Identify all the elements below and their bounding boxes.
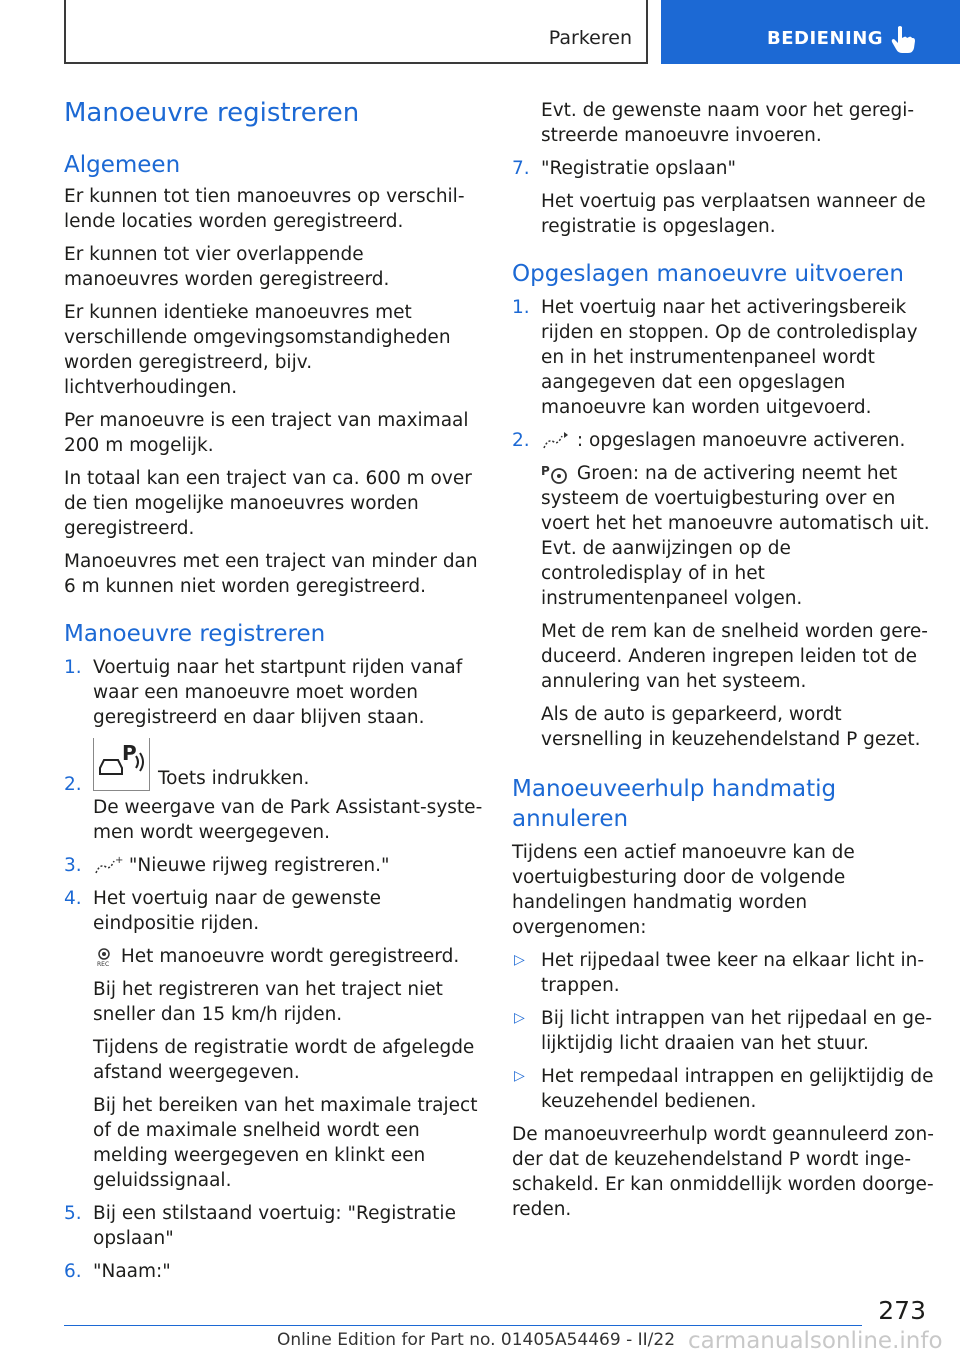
list-item: 6. "Naam:" bbox=[64, 1261, 171, 1282]
list-item: 4. Het voertuig naar de gewenste eindpositie rijden. REC Het manoeuvre wordt geregistreerd. Bij het registreren van het traject niet sneller dan 15 km/h rijden. Tijdens de registratie wordt de afgelegde afstand weergegeven. Bij het bereiken van het maximale traject of de maximale snelheid wordt een melding weergegeven en klinkt een geluidssignaal. bbox=[64, 888, 478, 1191]
list-item: 7. "Registratie opslaan" Het voertuig pas verplaatsen wanneer de registratie is opgeslagen. bbox=[512, 158, 926, 237]
left-column bbox=[64, 98, 484, 1284]
subheading-algemeen: Algemeen bbox=[64, 152, 181, 178]
list-item: 1. Het voertuig naar het activeringsbereik rijden en stoppen. Op de controledisplay en in het instrumentenpaneel wordt aangegeven dat een opgeslagen manoeuvre kan worden uitgevoerd. bbox=[512, 297, 918, 418]
page-number: 273 bbox=[878, 1296, 926, 1325]
paragraph: Per manoeuvre is een traject van maximaal 200 m mogelijk. bbox=[64, 410, 469, 456]
paragraph: Er kunnen identieke manoeuvres met verschillende omgevingsomstandigheden worden geregistreerd, bijv. lichtverhoudingen. bbox=[64, 302, 451, 398]
footer-divider bbox=[64, 1325, 862, 1326]
paragraph: Er kunnen tot tien manoeuvres op verschillende locaties worden geregistreerd. bbox=[64, 186, 465, 232]
list-item: 2. P Toets indrukken. De weergave van de Park Assistant-systemen wordt weergegeven. bbox=[64, 738, 484, 845]
triangle-bullet-icon: ▷ bbox=[514, 952, 525, 968]
park-steering-icon bbox=[541, 463, 571, 485]
subheading-uitvoeren: Opgeslagen manoeuvre uitvoeren bbox=[512, 261, 904, 287]
svg-text:P: P bbox=[541, 464, 550, 478]
list-item: 1. Voertuig naar het startpunt rijden vanaf waar een manoeuvre moet worden geregistreerd en daar blijven staan. bbox=[64, 657, 463, 728]
triangle-bullet-icon: ▷ bbox=[514, 1010, 525, 1026]
svg-text:P: P bbox=[122, 742, 137, 765]
triangle-bullet-icon: ▷ bbox=[514, 1068, 525, 1084]
header-section-title: Parkeren bbox=[548, 27, 632, 49]
paragraph: Manoeuvres met een traject van minder dan 6 m kunnen niet worden geregistreerd. bbox=[64, 551, 478, 597]
header-chapter-label: BEDIENING bbox=[767, 28, 884, 49]
header-chapter-tab[interactable] bbox=[661, 0, 960, 64]
footer-edition: Online Edition for Part no. 01405A54469 - II/22 bbox=[277, 1330, 676, 1350]
section-heading: Manoeuvre registreren bbox=[64, 98, 360, 128]
paragraph: Er kunnen tot vier overlappende manoeuvres worden geregistreerd. bbox=[64, 244, 390, 290]
recording-icon bbox=[93, 946, 115, 968]
hand-pointer-icon bbox=[889, 24, 917, 54]
header-section-box bbox=[64, 0, 648, 64]
bullet-item: ▷ Bij licht intrappen van het rijpedaal en gelijktijdig licht draaien van het stuur. bbox=[514, 1008, 933, 1054]
paragraph: In totaal kan een traject van ca. 600 m over de tien mogelijke manoeuvres worden geregistreerd. bbox=[64, 468, 472, 539]
park-assist-button-icon bbox=[93, 738, 150, 791]
bullet-item: ▷ Het rempedaal intrappen en gelijktijdig de keuzehendel bedienen. bbox=[514, 1066, 934, 1112]
svg-text:+: + bbox=[115, 855, 123, 866]
paragraph: De manoeuvreerhulp wordt geannuleerd zonder dat de keuzehendelstand P wordt ingeschakeld. Er kan onmiddellijk worden doorgereden. bbox=[512, 1124, 934, 1220]
list-item: 5. Bij een stilstaand voertuig: "Registratie opslaan" bbox=[64, 1203, 456, 1249]
subheading-annuleren: Manoeuveerhulp handmatig annuleren bbox=[512, 776, 837, 832]
bullet-item: ▷ Het rijpedaal twee keer na elkaar licht intrappen. bbox=[514, 950, 925, 996]
list-item-continued: Evt. de gewenste naam voor het geregistreerde manoeuvre invoeren. bbox=[541, 100, 915, 146]
subheading-registreren: Manoeuvre registreren bbox=[64, 621, 326, 647]
svg-text:REC: REC bbox=[97, 961, 110, 968]
paragraph: Tijdens een actief manoeuvre kan de voertuigbesturing door de volgende handelingen handmatig worden overgenomen: bbox=[512, 842, 855, 938]
saved-route-icon bbox=[541, 430, 571, 452]
new-route-icon bbox=[93, 855, 123, 877]
watermark: carmanualsonline.info bbox=[688, 1328, 943, 1354]
right-column bbox=[512, 98, 936, 1222]
list-item: 2. : opgeslagen manoeuvre activeren. P Groen: na de activering neemt het systeem de voertuigbesturing over en voert het het manoeuvre automatisch uit. Evt. de aanwijzingen op de controledisplay of in het instrumentenpaneel volgen. Met de rem kan de snelheid worden gereduceerd. Anderen ingrepen leiden tot de annulering van het systeem. Als de auto is geparkeerd, wordt versnelling in keuzehendelstand P gezet. bbox=[512, 430, 930, 750]
list-item: 3. + "Nieuwe rijweg registreren." bbox=[64, 855, 390, 876]
